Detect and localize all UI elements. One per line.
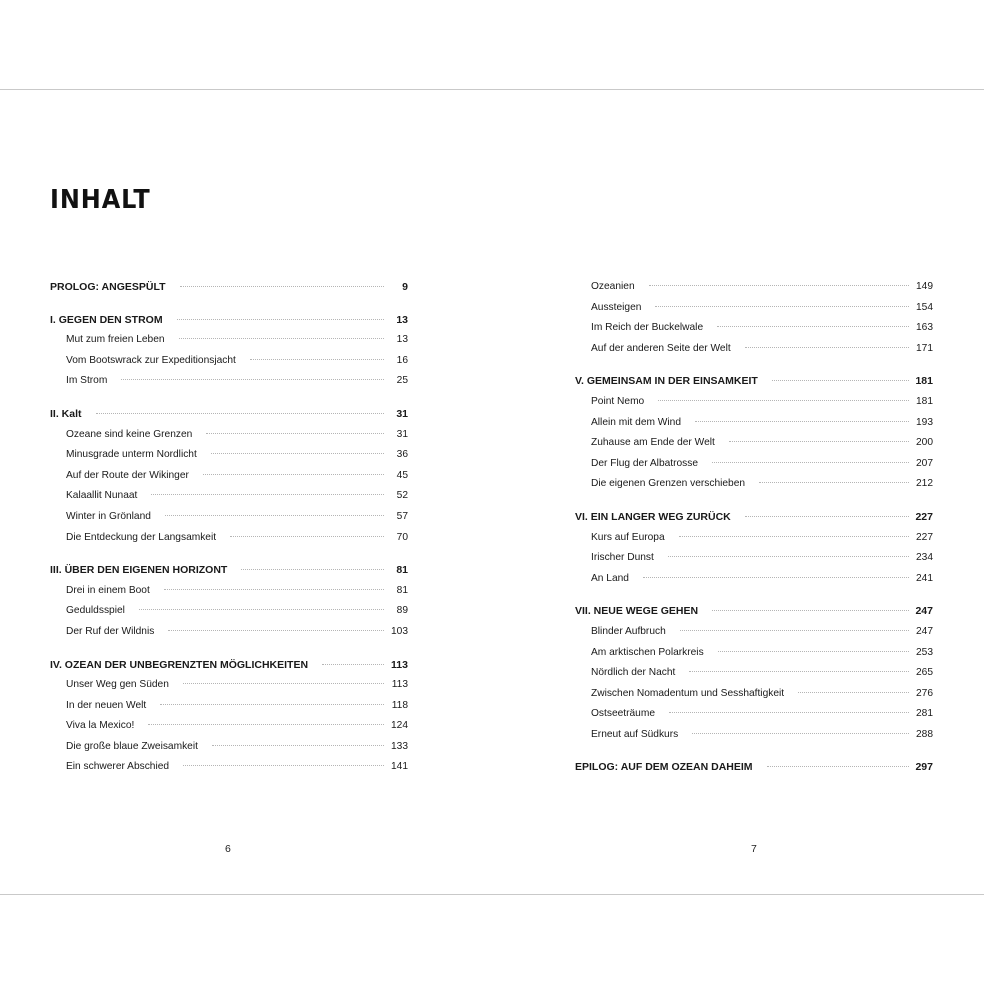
dot-leader: [680, 630, 909, 631]
toc-entry-label: Im Strom: [66, 375, 108, 387]
toc-chapter-entry: [50, 404, 408, 425]
toc-entry-label: Ostseeträume: [591, 708, 655, 720]
dot-leader: [250, 359, 384, 360]
toc-sub-entry: [50, 696, 408, 717]
dot-leader: [643, 577, 909, 578]
toc-sub-entry: [575, 298, 933, 319]
toc-sub-entry: [50, 445, 408, 466]
toc-entry-label: I. GEGEN DEN STROM: [50, 313, 163, 326]
dot-leader: [203, 474, 384, 475]
toc-entry-label: In der neuen Welt: [66, 699, 147, 711]
dot-leader: [177, 319, 384, 320]
toc-entry-label: Winter in Grönland: [66, 510, 151, 522]
toc-entry-page: 241: [916, 572, 933, 584]
toc-entry-label: Auf der Route der Wikinger: [66, 469, 189, 481]
dot-leader: [212, 745, 384, 746]
toc-entry-page: 141: [391, 761, 408, 773]
toc-entry-label: Die Entdeckung der Langsamkeit: [66, 531, 217, 543]
toc-sub-entry: [575, 339, 933, 360]
toc-entry-label: EPILOG: AUF DEM OZEAN DAHEIM: [575, 761, 753, 774]
toc-entry-page: 207: [916, 457, 933, 469]
toc-entry-page: 113: [391, 658, 408, 671]
toc-entry-label: Der Ruf der Wildnis: [66, 625, 155, 637]
toc-entry-label: Im Reich der Buckelwale: [591, 322, 704, 334]
page-number-right: 7: [751, 843, 757, 855]
dot-leader: [148, 724, 384, 725]
toc-entry-page: 281: [916, 708, 933, 720]
toc-sub-entry: [575, 548, 933, 569]
toc-entry-page: 288: [916, 728, 933, 740]
dot-leader: [655, 306, 909, 307]
toc-entry-label: Ozeanien: [591, 281, 635, 292]
toc-sub-entry: [575, 413, 933, 434]
toc-entry-label: Point Nemo: [591, 395, 645, 407]
toc-entry-page: 227: [916, 531, 933, 543]
toc-entry-label: Viva la Mexico!: [66, 720, 135, 732]
toc-entry-page: 297: [915, 761, 933, 774]
dot-leader: [96, 413, 384, 414]
dot-leader: [165, 515, 384, 516]
toc-entry-label: Nördlich der Nacht: [591, 667, 676, 679]
dot-leader: [230, 536, 384, 537]
dot-leader: [767, 766, 909, 767]
toc-entry-label: Auf der anderen Seite der Welt: [591, 342, 731, 354]
dot-leader: [729, 441, 909, 442]
dot-leader: [679, 536, 909, 537]
toc-entry-label: Zwischen Nomadentum und Sesshaftigkeit: [591, 687, 785, 699]
dot-leader: [649, 285, 909, 286]
dot-leader: [121, 379, 384, 380]
toc-entry-label: Der Flug der Albatrosse: [591, 457, 699, 469]
toc-entry-label: Zuhause am Ende der Welt: [591, 437, 715, 449]
toc-entry-label: VI. EIN LANGER WEG ZURÜCK: [575, 510, 731, 523]
toc-entry-label: Aussteigen: [591, 301, 642, 313]
toc-sub-entry: [50, 675, 408, 696]
toc-entry-page: 234: [916, 552, 933, 564]
toc-sub-entry: [50, 622, 408, 643]
toc-sub-entry: [575, 392, 933, 413]
dot-leader: [658, 400, 909, 401]
toc-chapter-entry: [575, 371, 933, 392]
toc-left-column: [50, 277, 408, 778]
toc-entry-label: Vom Bootswrack zur Expeditionsjacht: [66, 354, 236, 366]
toc-sub-entry: [575, 725, 933, 746]
toc-entry-page: 13: [396, 313, 408, 326]
dot-leader: [211, 453, 384, 454]
dot-leader: [689, 671, 909, 672]
page-title: INHALT: [50, 185, 151, 215]
toc-entry-label: IV. OZEAN DER UNBEGRENZTEN MÖGLICHKEITEN: [50, 658, 309, 671]
toc-entry-label: III. ÜBER DEN EIGENEN HORIZONT: [50, 564, 228, 577]
toc-entry-page: 36: [396, 449, 408, 461]
dot-leader: [695, 421, 909, 422]
dot-leader: [183, 683, 384, 684]
page-number-left: 6: [225, 843, 231, 855]
toc-entry-page: 212: [916, 478, 933, 490]
toc-entry-label: Geduldsspiel: [66, 605, 125, 617]
toc-entry-page: 16: [396, 354, 408, 366]
toc-chapter-entry: [575, 757, 933, 778]
toc-sub-entry: [50, 466, 408, 487]
toc-entry-label: V. GEMEINSAM IN DER EINSAMKEIT: [575, 375, 758, 388]
toc-entry-page: 171: [916, 342, 933, 354]
toc-entry-page: 45: [396, 469, 408, 481]
dot-leader: [745, 347, 909, 348]
toc-entry-page: 31: [396, 407, 408, 420]
toc-entry-page: 276: [916, 687, 933, 699]
toc-entry-label: Mut zum freien Leben: [66, 334, 165, 346]
toc-entry-label: Minusgrade unterm Nordlicht: [66, 449, 197, 461]
toc-sub-entry: [50, 737, 408, 758]
dot-leader: [745, 516, 909, 517]
dot-leader: [241, 569, 384, 570]
dot-leader: [669, 712, 909, 713]
toc-entry-page: 52: [396, 490, 408, 502]
toc-entry-page: 253: [916, 646, 933, 658]
toc-chapter-entry: [50, 310, 408, 331]
toc-sub-entry: [575, 622, 933, 643]
toc-entry-label: Irischer Dunst: [591, 552, 654, 564]
toc-entry-label: Am arktischen Polarkreis: [591, 646, 704, 658]
toc-sub-entry: [575, 318, 933, 339]
bottom-rule: [0, 894, 984, 895]
dot-leader: [179, 338, 384, 339]
toc-entry-page: 103: [391, 625, 408, 637]
toc-entry-label: Ein schwerer Abschied: [66, 761, 170, 773]
toc-entry-label: Kalaallit Nunaat: [66, 490, 138, 502]
toc-sub-entry: [50, 330, 408, 351]
toc-sub-entry: [50, 716, 408, 737]
dot-leader: [183, 765, 384, 766]
toc-chapter-entry: [50, 277, 408, 298]
toc-entry-page: 31: [396, 428, 408, 440]
toc-entry-label: An Land: [591, 572, 629, 584]
toc-sub-entry: [50, 601, 408, 622]
toc-entry-page: 113: [391, 679, 408, 691]
toc-entry-label: Allein mit dem Wind: [591, 416, 682, 428]
dot-leader: [718, 651, 909, 652]
toc-entry-page: 181: [915, 375, 933, 388]
dot-leader: [692, 733, 909, 734]
dot-leader: [322, 664, 384, 665]
toc-sub-entry: [575, 704, 933, 725]
toc-entry-page: 247: [916, 625, 933, 637]
dot-leader: [772, 380, 909, 381]
toc-chapter-entry: [575, 601, 933, 622]
dot-leader: [160, 704, 384, 705]
toc-sub-entry: [575, 528, 933, 549]
toc-entry-page: 154: [916, 301, 933, 313]
toc-sub-entry: [575, 663, 933, 684]
toc-entry-label: Unser Weg gen Süden: [66, 679, 169, 691]
toc-chapter-entry: [50, 655, 408, 676]
dot-leader: [717, 326, 909, 327]
dot-leader: [759, 482, 909, 483]
toc-entry-page: 81: [396, 564, 408, 577]
dot-leader: [668, 556, 909, 557]
dot-leader: [712, 610, 909, 611]
dot-leader: [712, 462, 909, 463]
dot-leader: [168, 630, 384, 631]
toc-entry-label: II. Kalt: [50, 407, 82, 420]
toc-entry-label: Kurs auf Europa: [591, 531, 665, 543]
toc-entry-page: 181: [916, 395, 933, 407]
dot-leader: [164, 589, 384, 590]
toc-entry-page: 193: [916, 416, 933, 428]
toc-sub-entry: [575, 684, 933, 705]
toc-sub-entry: [50, 507, 408, 528]
toc-entry-label: Drei in einem Boot: [66, 584, 150, 596]
toc-entry-label: Die große blaue Zweisamkeit: [66, 740, 198, 752]
toc-right-column: [575, 277, 933, 778]
toc-entry-page: 89: [396, 605, 408, 617]
toc-entry-label: Ozeane sind keine Grenzen: [66, 428, 193, 440]
toc-entry-page: 247: [915, 605, 933, 618]
top-rule: [0, 89, 984, 90]
toc-sub-entry: [50, 528, 408, 549]
toc-sub-entry: [575, 643, 933, 664]
toc-sub-entry: [50, 425, 408, 446]
toc-sub-entry: [575, 474, 933, 495]
toc-entry-label: VII. NEUE WEGE GEHEN: [575, 605, 699, 618]
toc-entry-page: 133: [391, 740, 408, 752]
toc-chapter-entry: [575, 507, 933, 528]
toc-entry-page: 265: [916, 667, 933, 679]
dot-leader: [206, 433, 384, 434]
toc-sub-entry: [50, 486, 408, 507]
toc-sub-entry: [50, 351, 408, 372]
toc-chapter-entry: [50, 560, 408, 581]
toc-entry-label: Blinder Aufbruch: [591, 625, 666, 637]
toc-sub-entry: [575, 277, 933, 298]
toc-sub-entry: [575, 454, 933, 475]
dot-leader: [798, 692, 909, 693]
toc-sub-entry: [575, 433, 933, 454]
toc-entry-page: 81: [396, 584, 408, 596]
dot-leader: [151, 494, 384, 495]
toc-entry-label: PROLOG: ANGESPÜLT: [50, 281, 166, 293]
toc-entry-page: 9: [402, 281, 408, 293]
toc-entry-page: 227: [915, 510, 933, 523]
toc-sub-entry: [50, 757, 408, 778]
toc-sub-entry: [50, 581, 408, 602]
toc-entry-page: 118: [391, 699, 408, 711]
toc-entry-label: Die eigenen Grenzen verschieben: [591, 478, 746, 490]
toc-sub-entry: [575, 569, 933, 590]
toc-entry-page: 163: [916, 322, 933, 334]
toc-entry-label: Erneut auf Südkurs: [591, 728, 679, 740]
toc-entry-page: 70: [396, 531, 408, 543]
toc-entry-page: 25: [396, 375, 408, 387]
toc-entry-page: 200: [916, 437, 933, 449]
toc-sub-entry: [50, 371, 408, 392]
dot-leader: [180, 286, 385, 287]
toc-entry-page: 13: [396, 334, 408, 346]
toc-entry-page: 149: [916, 281, 933, 292]
toc-entry-page: 57: [396, 510, 408, 522]
dot-leader: [139, 609, 384, 610]
toc-entry-page: 124: [391, 720, 408, 732]
